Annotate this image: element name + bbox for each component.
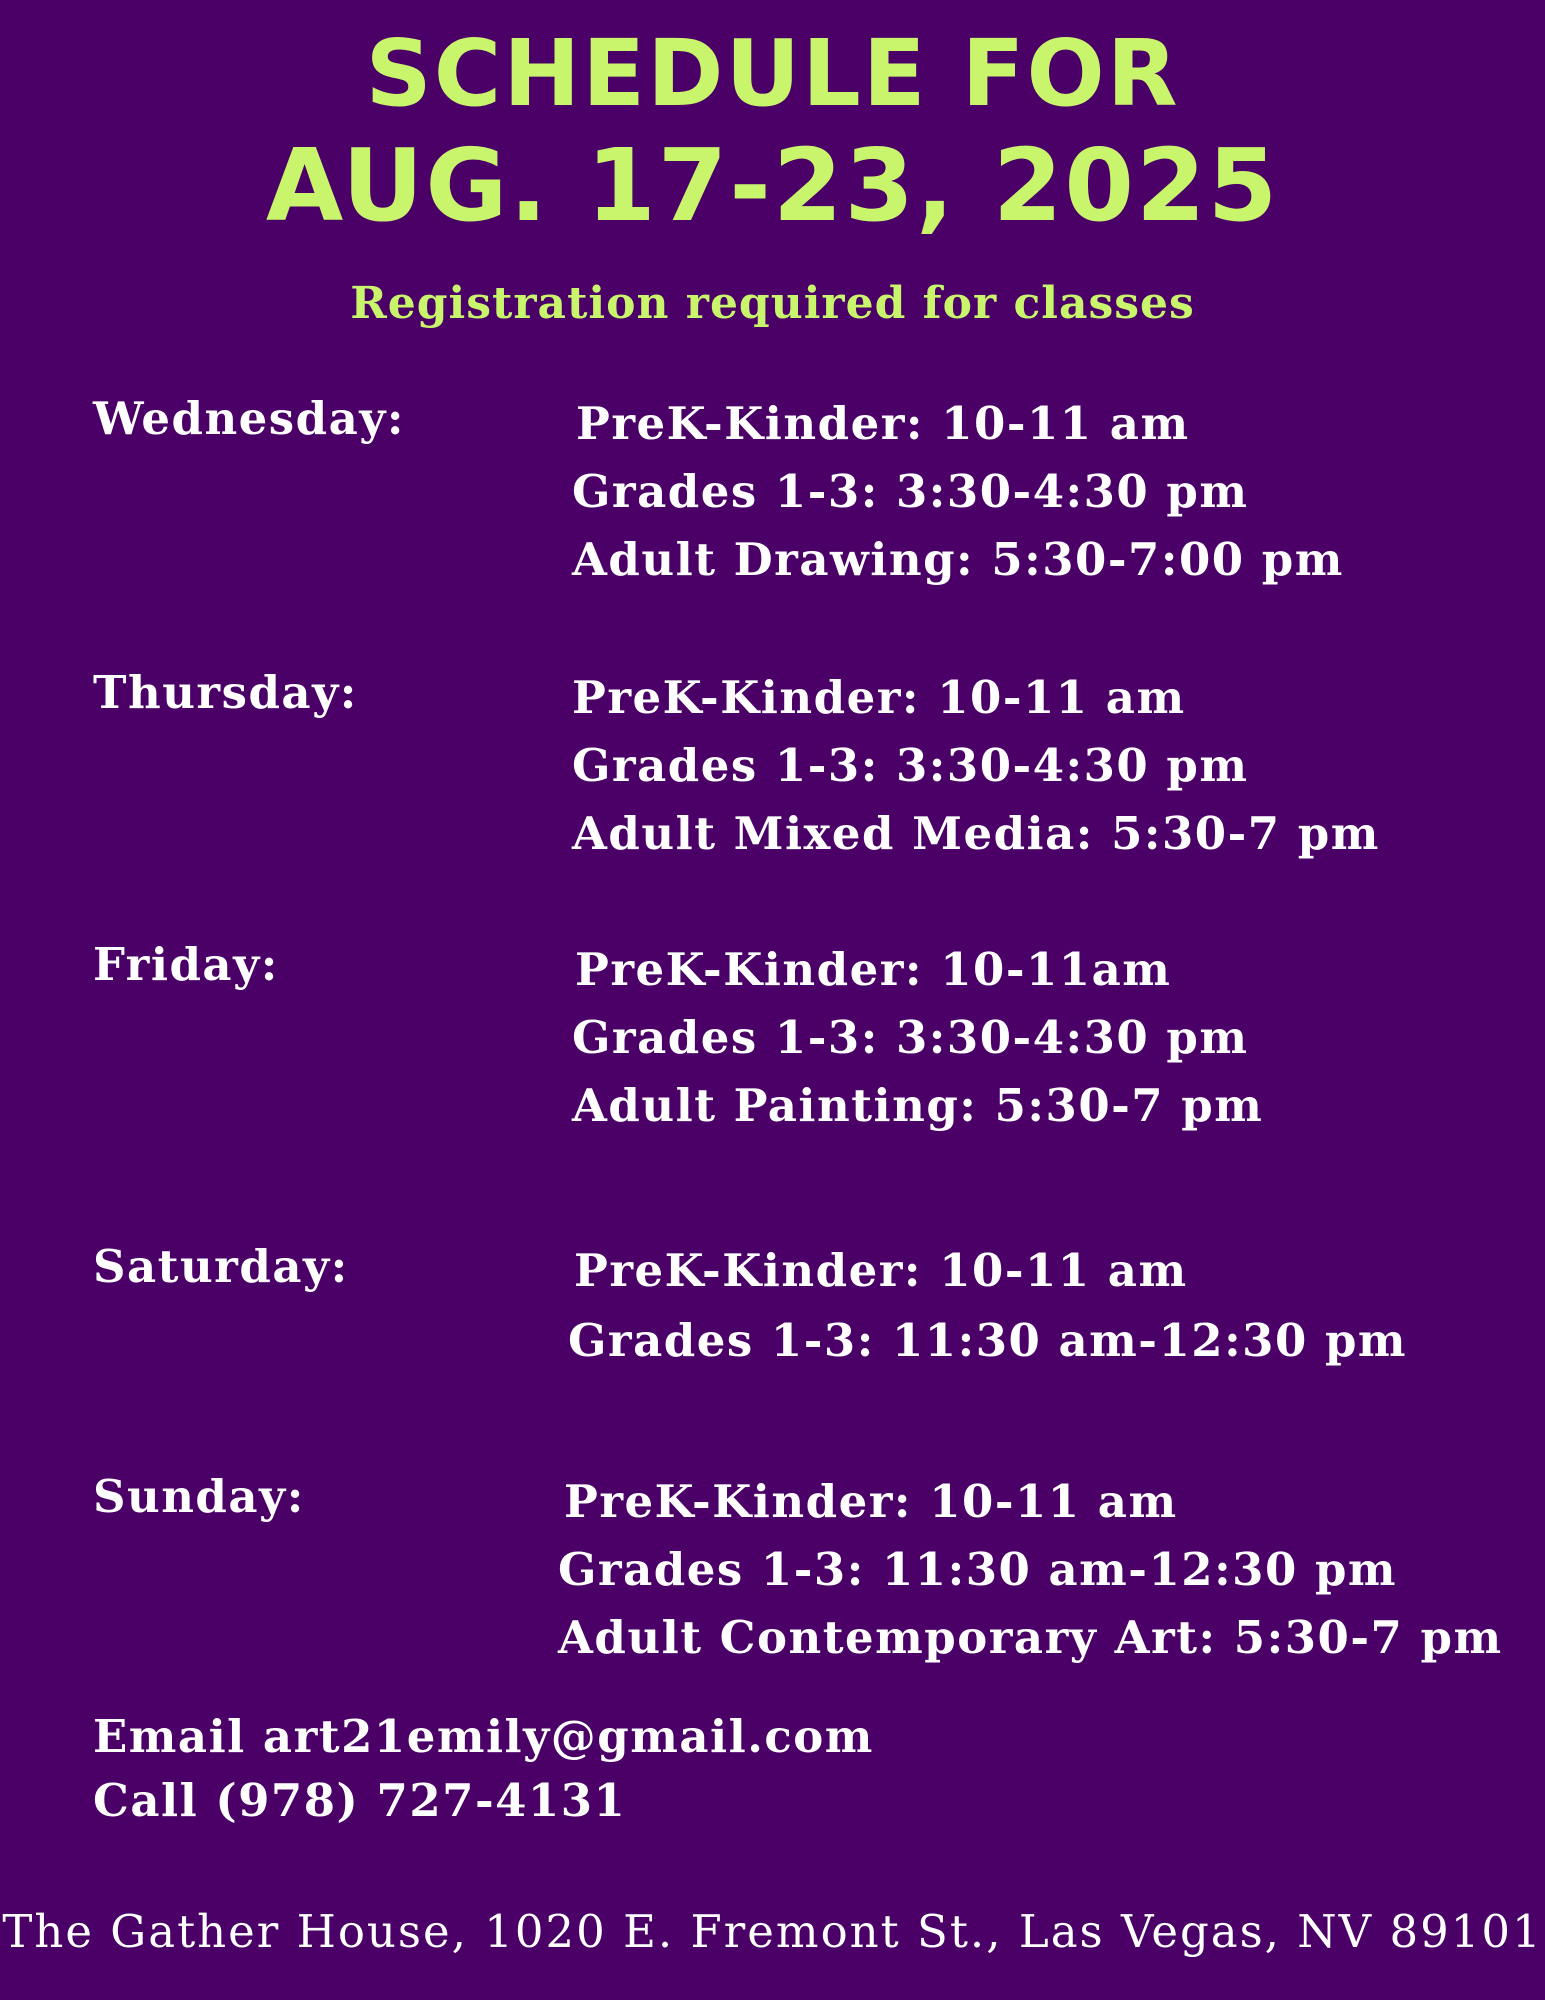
venue-address: The Gather House, 1020 E. Fremont St., Las Vegas, NV 89101	[2, 1905, 1543, 1958]
day-label-sunday: Sunday:	[93, 1470, 305, 1523]
day-label-saturday: Saturday:	[93, 1240, 349, 1293]
session-thursday-2: Grades 1-3: 3:30-4:30 pm	[572, 739, 1249, 792]
session-thursday-3: Adult Mixed Media: 5:30-7 pm	[572, 807, 1380, 860]
session-wednesday-2: Grades 1-3: 3:30-4:30 pm	[572, 465, 1249, 518]
day-label-wednesday: Wednesday:	[93, 392, 406, 445]
title-line-2: AUG. 17-23, 2025	[265, 127, 1280, 244]
session-sunday-2: Grades 1-3: 11:30 am-12:30 pm	[558, 1543, 1398, 1596]
session-sunday-3: Adult Contemporary Art: 5:30-7 pm	[558, 1611, 1503, 1664]
session-saturday-2: Grades 1-3: 11:30 am-12:30 pm	[568, 1314, 1408, 1367]
session-wednesday-1: PreK-Kinder: 10-11 am	[576, 397, 1190, 450]
contact-email: Email art21emily@gmail.com	[93, 1710, 874, 1763]
session-friday-3: Adult Painting: 5:30-7 pm	[572, 1079, 1264, 1132]
contact-phone: Call (978) 727-4131	[93, 1774, 627, 1827]
session-friday-2: Grades 1-3: 3:30-4:30 pm	[572, 1011, 1249, 1064]
registration-note: Registration required for classes	[350, 278, 1195, 329]
session-friday-1: PreK-Kinder: 10-11am	[575, 943, 1172, 996]
title-line-1: SCHEDULE FOR	[365, 20, 1180, 127]
session-thursday-1: PreK-Kinder: 10-11 am	[572, 671, 1186, 724]
day-label-thursday: Thursday:	[93, 666, 358, 719]
session-sunday-1: PreK-Kinder: 10-11 am	[564, 1475, 1178, 1528]
day-label-friday: Friday:	[93, 938, 279, 991]
session-wednesday-3: Adult Drawing: 5:30-7:00 pm	[572, 533, 1344, 586]
session-saturday-1: PreK-Kinder: 10-11 am	[574, 1244, 1188, 1297]
